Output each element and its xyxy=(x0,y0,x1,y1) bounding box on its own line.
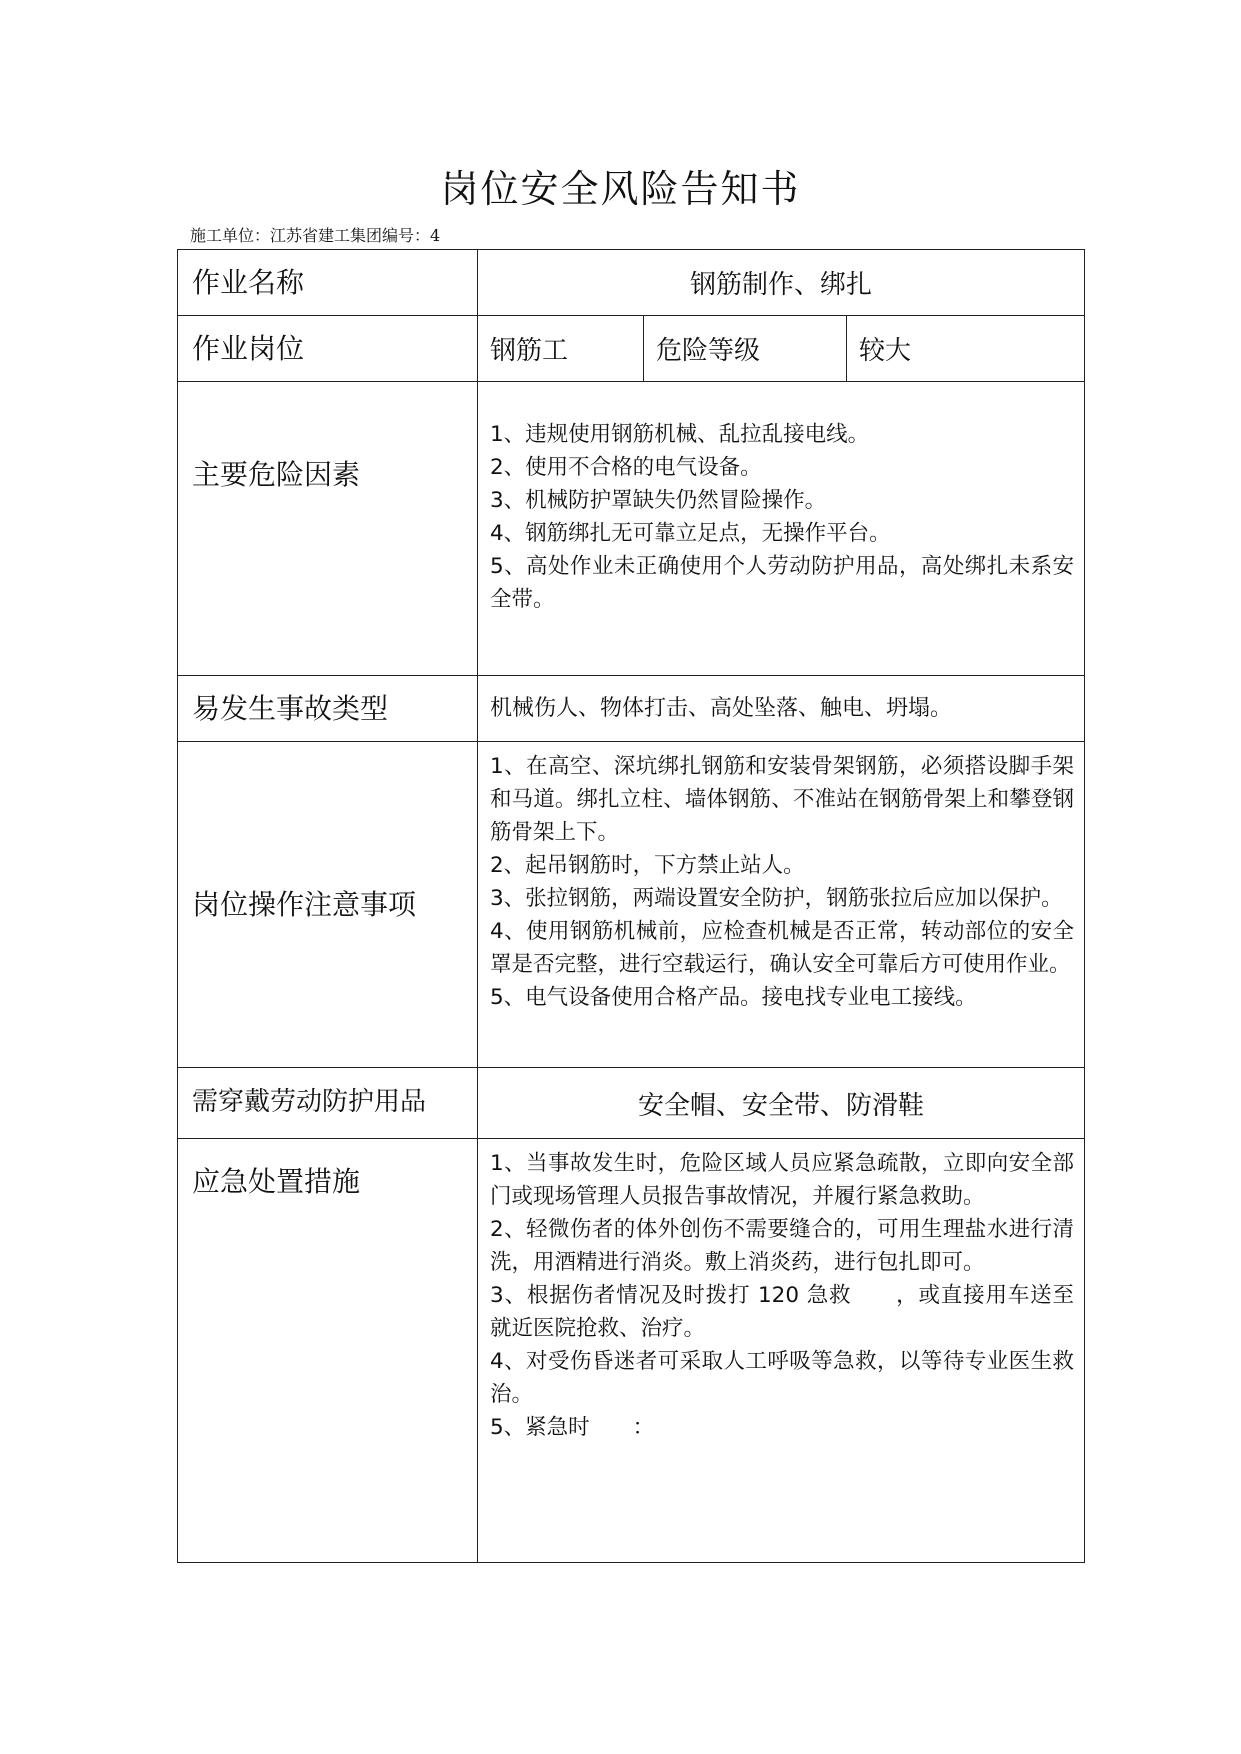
number-value: 4 xyxy=(430,226,441,245)
hazard-item: 3、机械防护罩缺失仍然冒险操作。 xyxy=(490,488,827,513)
hazard-item: 1、违规使用钢筋机械、乱拉乱接电线。 xyxy=(490,422,870,447)
work-post-label: 作业岗位 xyxy=(178,316,478,382)
row-emergency xyxy=(178,1139,1085,1563)
precautions-list xyxy=(478,742,1085,1068)
risk-level-value: 较大 xyxy=(847,316,1085,382)
emergency-item: 5、紧急时 ： xyxy=(490,1415,655,1440)
hazard-item: 2、使用不合格的电气设备。 xyxy=(490,455,762,480)
emergency-list xyxy=(478,1139,1085,1563)
emergency-item: 2、轻微伤者的体外创伤不需要缝合的，可用生理盐水进行清洗，用酒精进行消炎。敷上消炎药，进行包扎即可。 xyxy=(490,1217,1075,1275)
precaution-item: 5、电气设备使用合格产品。接电找专业电工接线。 xyxy=(490,985,977,1010)
ppe-value: 安全帽、安全带、防滑鞋 xyxy=(478,1068,1085,1139)
document-title: 岗位安全风险告知书 xyxy=(440,167,801,211)
emergency-item: 4、对受伤昏迷者可采取人工呼吸等急救，以等待专业医生救治。 xyxy=(490,1349,1075,1407)
work-name-value: 钢筋制作、绑扎 xyxy=(478,250,1085,316)
row-ppe xyxy=(178,1068,1085,1139)
emergency-label: 应急处置措施 xyxy=(178,1139,478,1563)
emergency-item: 3、根据伤者情况及时拨打 120 急救 ，或直接用车送至就近医院抢救、治疗。 xyxy=(490,1283,1075,1341)
hazards-list xyxy=(478,382,1085,676)
precaution-item: 2、起吊钢筋时，下方禁止站人。 xyxy=(490,853,805,878)
document-subheader xyxy=(190,223,440,246)
row-work-post xyxy=(178,316,1085,382)
hazards-label: 主要危险因素 xyxy=(178,382,478,676)
accidents-value: 机械伤人、物体打击、高处坠落、触电、坍塌。 xyxy=(478,676,1085,742)
row-work-name xyxy=(178,250,1085,316)
risk-level-label: 危险等级 xyxy=(644,316,847,382)
precaution-item: 3、张拉钢筋，两端设置安全防护，钢筋张拉后应加以保护。 xyxy=(490,886,1063,911)
row-hazards xyxy=(178,382,1085,676)
precaution-item: 4、使用钢筋机械前，应检查机械是否正常，转动部位的安全罩是否完整，进行空载运行，确认安全可靠后方可使用作业。 xyxy=(490,919,1075,977)
ppe-label: 需穿戴劳动防护用品 xyxy=(178,1068,478,1139)
hazard-item: 5、高处作业未正确使用个人劳动防护用品，高处绑扎未系安全带。 xyxy=(490,554,1075,612)
precaution-item: 1、在高空、深坑绑扎钢筋和安装骨架钢筋，必须搭设脚手架和马道。绑扎立柱、墙体钢筋、不准站在钢筋骨架上和攀登钢筋骨架上下。 xyxy=(490,754,1075,845)
work-name-label: 作业名称 xyxy=(178,250,478,316)
risk-notice-table xyxy=(177,249,1085,1563)
precautions-label: 岗位操作注意事项 xyxy=(178,742,478,1068)
hazard-item: 4、钢筋绑扎无可靠立足点，无操作平台。 xyxy=(490,521,891,546)
row-accidents xyxy=(178,676,1085,742)
accidents-label: 易发生事故类型 xyxy=(178,676,478,742)
number-label: 编号： xyxy=(382,226,431,245)
unit-value: 江苏省建工集团 xyxy=(270,226,383,245)
work-post-value: 钢筋工 xyxy=(478,316,644,382)
row-precautions xyxy=(178,742,1085,1068)
unit-label: 施工单位： xyxy=(190,226,271,245)
emergency-item: 1、当事故发生时，危险区域人员应紧急疏散，立即向安全部门或现场管理人员报告事故情况，并履行紧急救助。 xyxy=(490,1151,1075,1209)
